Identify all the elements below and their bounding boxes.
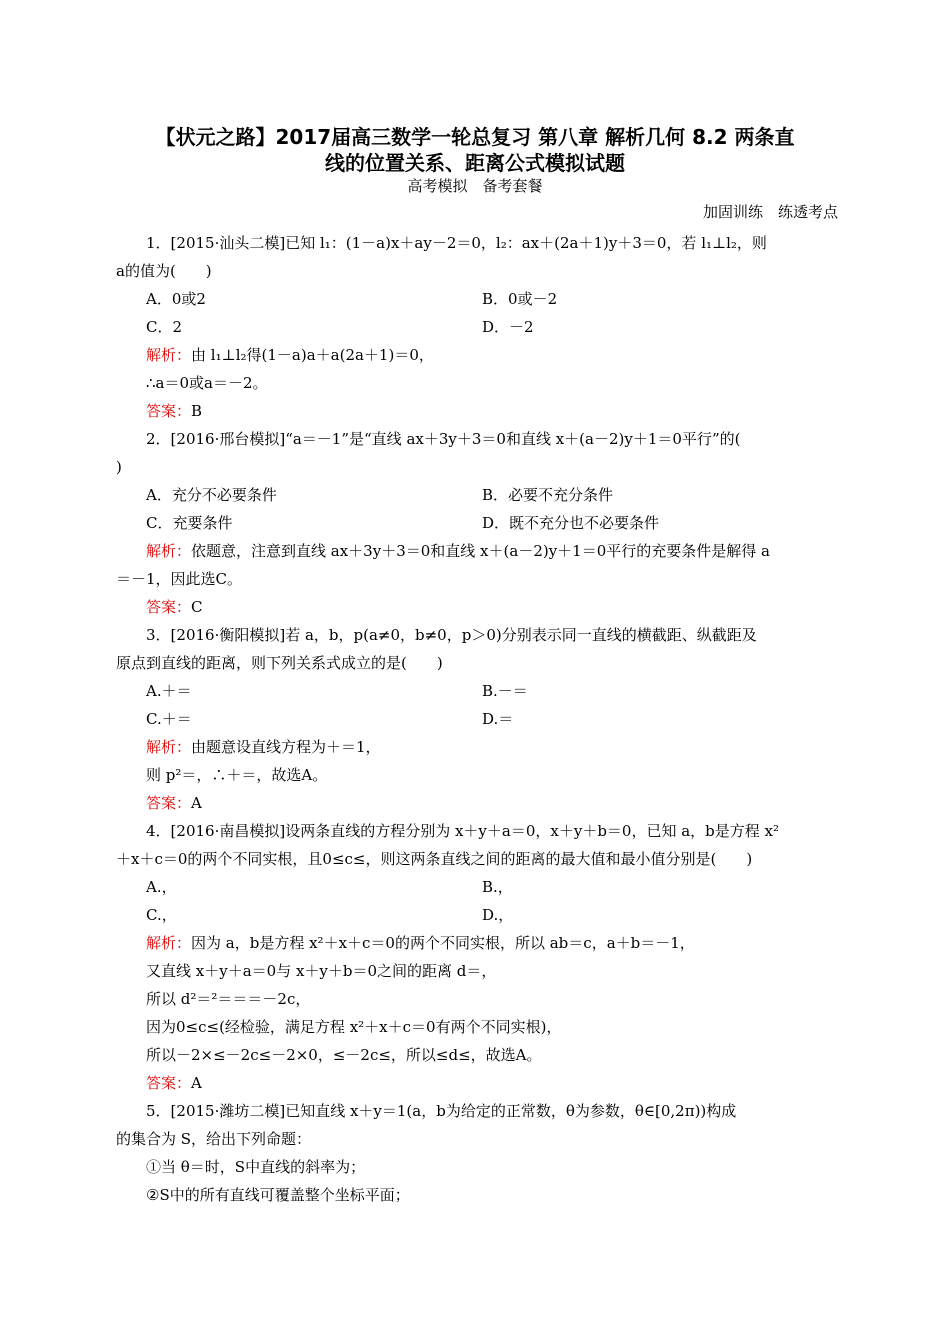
title-line-1: 【状元之路】2017届高三数学一轮总复习 第八章 解析几何 8.2 两条直 [155, 125, 795, 149]
q1-option-c: C．2 [146, 318, 183, 336]
q2-option-d: D．既不充分也不必要条件 [482, 514, 660, 532]
q1-option-d: D．－2 [482, 318, 534, 336]
q1-stem-line-1: 1．[2015·汕头二模]已知 l₁：(1－a)x＋ay－2＝0，l₂：ax＋(2a＋1)y＋3＝0，若 l₁⊥l₂，则 [146, 234, 767, 252]
q4-option-d: D.， [482, 906, 514, 924]
q2-answer-value: C [191, 598, 203, 616]
q4-analysis-line-4: 因为0≤c≤(经检验，满足方程 x²＋x＋c＝0有两个不同实根)， [146, 1018, 562, 1036]
analysis-label: 解析： [146, 738, 192, 756]
answer-label: 答案： [146, 598, 192, 616]
q3-answer [146, 793, 202, 813]
q4-analysis-text: 因为 a，b是方程 x²＋x＋c＝0的两个不同实根，所以 ab＝c，a＋b＝－1， [191, 934, 695, 952]
q1-analysis-line-2: ∴a＝0或a＝－2。 [146, 374, 268, 392]
answer-label: 答案： [146, 402, 192, 420]
answer-label: 答案： [146, 1074, 192, 1092]
q4-analysis-line-1 [146, 933, 695, 953]
q3-option-c: C.＋＝ [146, 710, 192, 728]
q4-answer [146, 1073, 202, 1093]
q4-analysis-line-5: 所以－2×≤－2c≤－2×0，≤－2c≤，所以≤d≤，故选A。 [146, 1046, 542, 1064]
q4-analysis-line-2: 又直线 x＋y＋a＝0与 x＋y＋b＝0之间的距离 d＝， [146, 962, 497, 980]
q4-analysis-line-3: 所以 d²＝²＝＝＝－2c， [146, 990, 311, 1008]
q5-statement-1: ①当 θ＝时，S中直线的斜率为； [146, 1158, 366, 1176]
title-line-2: 线的位置关系、距离公式模拟试题 [325, 151, 625, 175]
q1-stem-line-2: a的值为( ) [116, 262, 212, 280]
q4-stem-line-2: ＋x＋c＝0的两个不同实根，且0≤c≤，则这两条直线之间的距离的最大值和最小值分别是( ) [116, 850, 753, 868]
q4-option-c: C.， [146, 906, 177, 924]
q1-answer-value: B [191, 402, 203, 420]
q5-statement-2: ②S中的所有直线可覆盖整个坐标平面； [146, 1186, 410, 1204]
q1-answer [146, 401, 202, 421]
q3-analysis-line-2: 则 p²＝，∴＋＝，故选A。 [146, 766, 328, 784]
q3-stem-line-1: 3．[2016·衡阳模拟]若 a，b，p(a≠0，b≠0，p＞0)分别表示同一直线的横截距、纵截距及 [146, 626, 757, 644]
q2-analysis-line-1 [146, 541, 770, 561]
document-title [112, 124, 838, 176]
q4-stem-line-1: 4．[2016·南昌模拟]设两条直线的方程分别为 x＋y＋a＝0，x＋y＋b＝0，已知 a，b是方程 x² [146, 822, 780, 840]
q2-stem-line-2: ) [116, 458, 122, 476]
q2-analysis-line-2: ＝－1，因此选C。 [116, 570, 243, 588]
q4-answer-value: A [191, 1074, 202, 1092]
q2-answer [146, 597, 203, 617]
section-tag: 加固训练 练透考点 [702, 203, 838, 221]
q3-stem-line-2: 原点到直线的距离，则下列关系式成立的是( ) [116, 654, 443, 672]
subtitle: 高考模拟 备考套餐 [407, 177, 543, 195]
q4-option-b: B.， [482, 878, 513, 896]
q2-option-c: C．充要条件 [146, 514, 233, 532]
q2-analysis-text: 依题意，注意到直线 ax＋3y＋3＝0和直线 x＋(a－2)y＋1＝0平行的充要条件是解得 a [191, 542, 770, 560]
q3-option-d: D.＝ [482, 710, 514, 728]
q3-answer-value: A [191, 794, 202, 812]
q1-option-b: B．0或－2 [482, 290, 558, 308]
analysis-label: 解析： [146, 346, 192, 364]
answer-label: 答案： [146, 794, 192, 812]
q2-option-a: A．充分不必要条件 [146, 486, 277, 504]
q3-analysis-text: 由题意设直线方程为＋＝1， [191, 738, 381, 756]
q5-stem-line-1: 5．[2015·潍坊二模]已知直线 x＋y＝1(a，b为给定的正常数，θ为参数，θ∈[0,2π))构成 [146, 1102, 737, 1120]
q2-stem-line-1: 2．[2016·邢台模拟]“a＝－1”是“直线 ax＋3y＋3＝0和直线 x＋(a－2)y＋1＝0平行”的( [146, 430, 741, 448]
q4-option-a: A.， [146, 878, 177, 896]
q5-stem-line-2: 的集合为 S，给出下列命题： [116, 1130, 312, 1148]
q1-option-a: A．0或2 [146, 290, 206, 308]
q3-analysis-line-1 [146, 737, 381, 757]
q3-option-a: A.＋＝ [146, 682, 192, 700]
analysis-label: 解析： [146, 542, 192, 560]
analysis-label: 解析： [146, 934, 192, 952]
q3-option-b: B.－＝ [482, 682, 528, 700]
q2-option-b: B．必要不充分条件 [482, 486, 614, 504]
q1-analysis-line-1 [146, 345, 434, 365]
q1-analysis-text: 由 l₁⊥l₂得(1－a)a＋a(2a＋1)＝0， [191, 346, 434, 364]
